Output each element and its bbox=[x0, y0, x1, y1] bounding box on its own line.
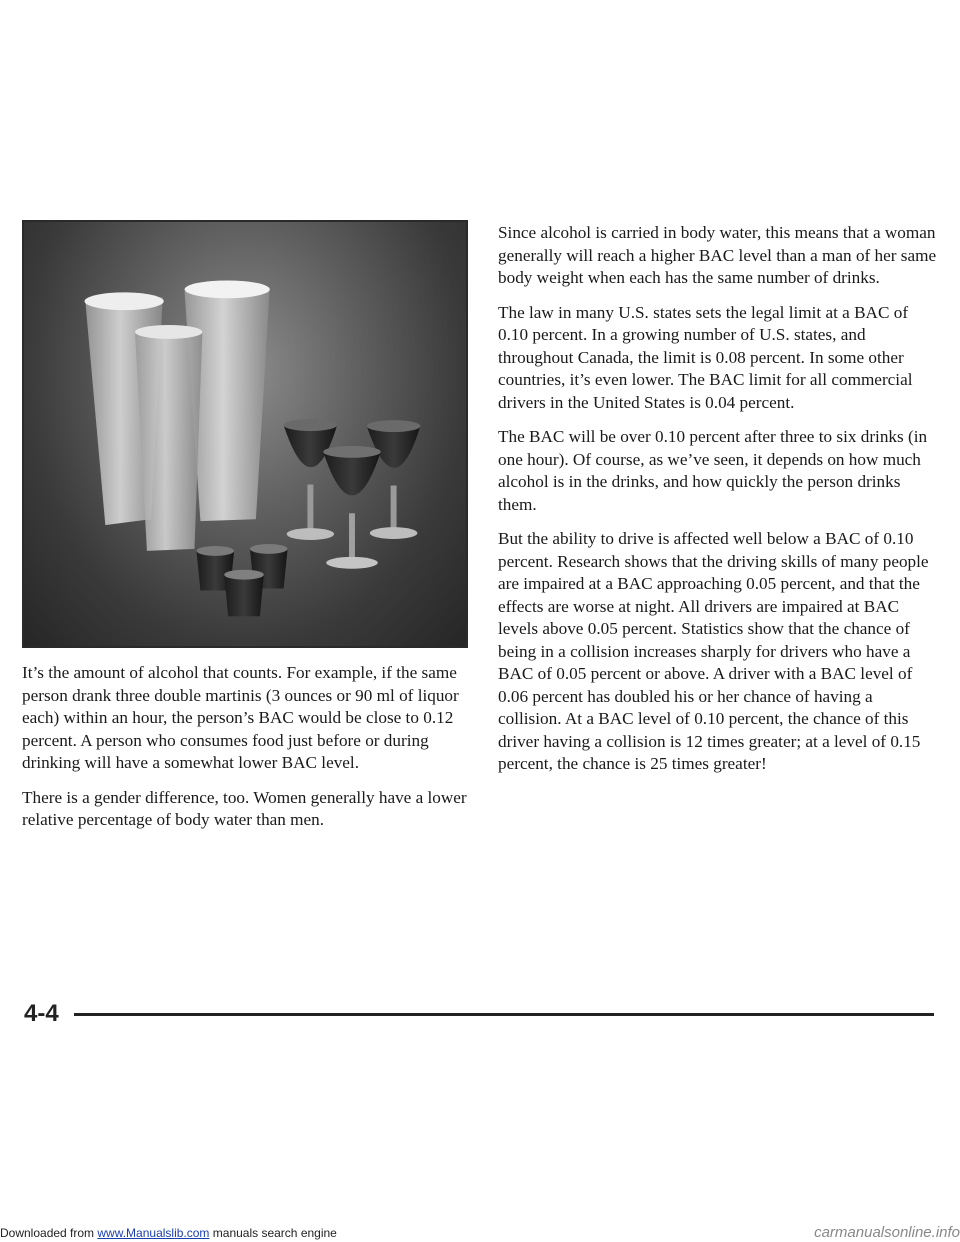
right-column bbox=[498, 222, 938, 788]
paragraph: There is a gender difference, too. Women generally have a lower relative percentage of body water than men. bbox=[22, 787, 467, 829]
download-prefix: Downloaded from bbox=[0, 1226, 98, 1240]
download-suffix: manuals search engine bbox=[209, 1226, 337, 1240]
paragraph: But the ability to drive is affected well below a BAC of 0.10 percent. Research shows that the driving skills of many people are impaired at a BAC approaching 0.05 percent, and that the effects are worse at night. All drivers are impaired at BAC levels above 0.05 percent. Statistics show that the chance of being in a collision increases sharply for drivers who have a BAC of 0.05 percent or above. A driver with a BAC level of 0.06 percent has doubled his or her chance of having a collision. At a BAC level of 0.10 percent, the chance of this driver having a collision is 12 times greater; at a level of 0.15 percent, the chance is 25 times greater! bbox=[498, 529, 929, 773]
page-number: 4-4 bbox=[24, 1000, 59, 1027]
manualslib-link[interactable]: www.Manualslib.com bbox=[97, 1226, 210, 1240]
paragraph: The BAC will be over 0.10 percent after three to six drinks (in one hour). Of course, as we’ve seen, it depends on how much alcohol is in the drinks, and how quickly the person drinks them. bbox=[498, 427, 928, 514]
download-notice bbox=[0, 1226, 337, 1240]
paragraph: It’s the amount of alcohol that counts. For example, if the same person drank three double martinis (3 ounces or 90 ml of liquor each) within an hour, the person’s BAC would be close to 0.12 percent. A person who consumes food just before or during drinking will have a somewhat lower BAC level. bbox=[22, 663, 459, 772]
drinks-photo bbox=[22, 220, 468, 648]
watermark: carmanualsonline.info bbox=[814, 1224, 960, 1241]
paragraph: The law in many U.S. states sets the legal limit at a BAC of 0.10 percent. In a growing number of U.S. states, and throughout Canada, the limit is 0.08 percent. In some other countries, it’s even lower. The BAC limit for all commercial drivers in the United States is 0.04 percent. bbox=[498, 302, 913, 412]
drinks-illustration bbox=[24, 222, 466, 646]
left-column bbox=[22, 662, 474, 844]
footer bbox=[0, 1224, 960, 1242]
page-rule bbox=[74, 1013, 934, 1016]
paragraph: Since alcohol is carried in body water, this means that a woman generally will reach a higher BAC level than a man of her same body weight when each has the same number of drinks. bbox=[498, 223, 937, 287]
